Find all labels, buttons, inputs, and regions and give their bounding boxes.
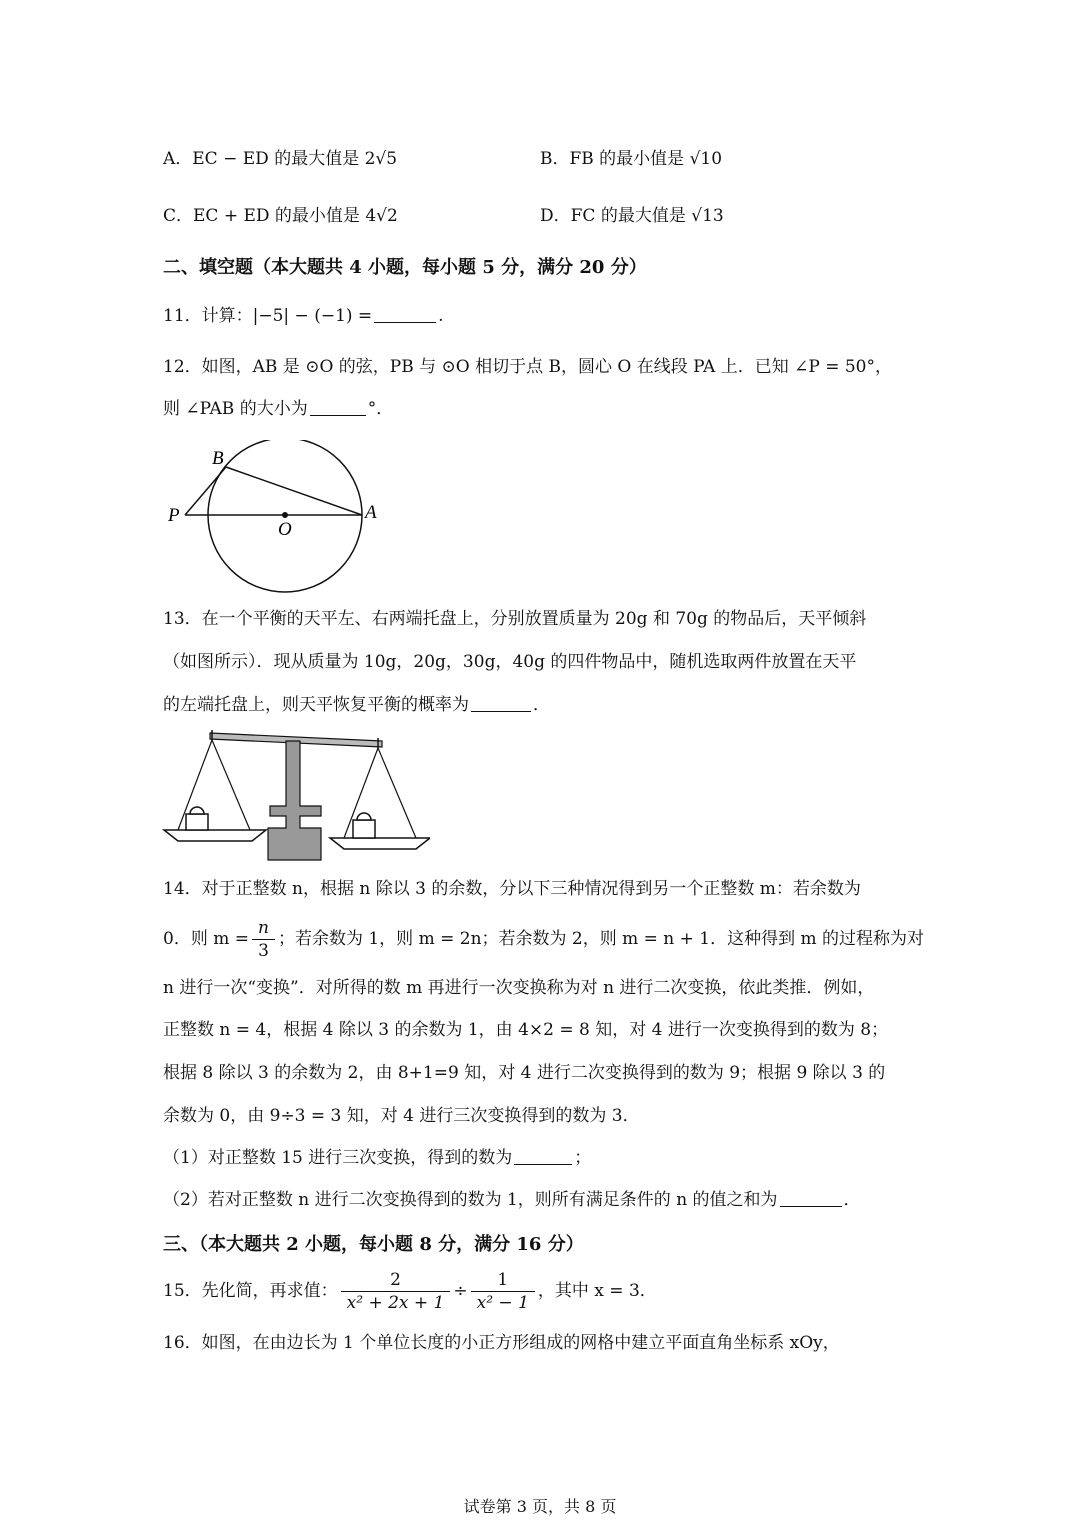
q14-line2a: 0．则 m = [163,929,249,949]
circle-tangent-figure [160,440,400,600]
fraction-1-over-poly [471,1269,535,1314]
scale-stand [268,741,321,860]
question-11 [163,303,444,329]
label-b: B [212,448,224,469]
question-14-line3: n 进行一次“变换”．对所得的数 m 再进行一次变换称为对 n 进行二次变换，依此类推．例如， [163,978,875,998]
option-d: D．FC 的最大值是 √13 [540,206,724,226]
q12-answer-blank [310,397,366,416]
question-14-line1: 14．对于正整数 n，根据 n 除以 3 的余数，分以下三种情况得到另一个正整数 m：若余数为 [163,879,861,899]
question-15 [163,1266,657,1316]
fraction-denominator: 3 [258,941,269,961]
q15-div: ÷ [453,1281,468,1301]
label-a: A [365,502,377,523]
question-14-line6: 余数为 0，由 9÷3 = 3 知，对 4 进行三次变换得到的数为 3． [163,1106,640,1126]
question-14-sub1 [163,1145,591,1171]
q13-line3-text: 的左端托盘上，则天平恢复平衡的概率为 [163,695,469,715]
tangent-pb [185,467,226,515]
q12-line2-text: 则 ∠PAB 的大小为 [163,399,308,419]
balance-scale-figure [160,728,430,863]
question-12-line1: 12．如图，AB 是 ⊙O 的弦，PB 与 ⊙O 相切于点 B，圆心 O 在线段 PA 上．已知 ∠P = 50°， [163,357,892,377]
question-14-line5: 根据 8 除以 3 的余数为 2，由 8+1=9 知，对 4 进行二次变换得到的数为 9；根据 9 除以 3 的 [163,1063,886,1083]
question-14-line4: 正整数 n = 4，根据 4 除以 3 的余数为 1，由 4×2 = 8 知，对 4 进行一次变换得到的数为 8； [163,1020,889,1040]
option-a: A．EC − ED 的最大值是 2√5 [163,149,398,169]
q13-end: ． [533,695,550,715]
section-heading-fill-in: 二、填空题（本大题共 4 小题，每小题 5 分，满分 20 分） [163,257,647,278]
option-c: C．EC + ED 的最小值是 4√2 [163,206,398,226]
right-weight [353,820,375,838]
fraction-numerator: n [252,917,275,940]
fraction-2-denominator: x² − 1 [476,1293,529,1313]
chord-ab [226,467,362,515]
q14-sub2-text: （2）若对正整数 n 进行二次变换得到的数为 1，则所有满足条件的 n 的值之和为 [163,1190,778,1210]
q15-pre: 15．先化简，再求值： [163,1281,338,1301]
fraction-1-numerator: 2 [341,1269,451,1292]
label-p: P [168,505,180,526]
question-14-sub2 [163,1187,861,1213]
q11-text: 11．计算：|−5| − (−1) = [163,306,373,326]
option-b: B．FB 的最小值是 √10 [540,149,723,169]
label-o: O [278,519,292,540]
right-pan [330,838,430,849]
q11-answer-blank [374,304,436,323]
question-16-line1: 16．如图，在由边长为 1 个单位长度的小正方形组成的网格中建立平面直角坐标系 xOy， [163,1333,840,1353]
fraction-2-over-poly [341,1269,451,1314]
q15-post: ，其中 x = 3． [537,1281,657,1301]
q14-sub1-answer-blank [514,1146,572,1165]
page-footer: 试卷第 3 页，共 8 页 [463,1497,617,1516]
q11-end: . [438,306,444,326]
section-heading-3: 三、（本大题共 2 小题，每小题 8 分，满分 16 分） [163,1234,584,1255]
q14-sub2-end: ． [843,1190,861,1210]
left-weight [186,814,208,830]
question-12-line2 [163,396,393,422]
fraction-n-over-3 [252,917,275,962]
q14-sub1-text: （1）对正整数 15 进行三次变换，得到的数为 [163,1148,513,1168]
question-13-line1: 13．在一个平衡的天平左、右两端托盘上，分别放置质量为 20g 和 70g 的物品后，天平倾斜 [163,609,867,629]
q14-line2b: ；若余数为 1，则 m = 2n；若余数为 2，则 m = n + 1．这种得到 m 的过程称为对 [277,929,925,949]
question-13-line3 [163,692,550,718]
q14-sub2-answer-blank [780,1188,842,1207]
question-14-line2 [163,915,924,963]
question-13-line2: （如图所示）．现从质量为 10g，20g，30g，40g 的四件物品中，随机选取两件放置在天平 [163,652,857,672]
left-pan [164,830,266,841]
q13-answer-blank [471,693,531,712]
fraction-1-denominator: x² + 2x + 1 [346,1293,445,1313]
q12-end: °． [367,399,394,419]
center-point-o [282,512,288,518]
fraction-2-numerator: 1 [471,1269,535,1292]
q14-sub1-end: ； [574,1148,592,1168]
